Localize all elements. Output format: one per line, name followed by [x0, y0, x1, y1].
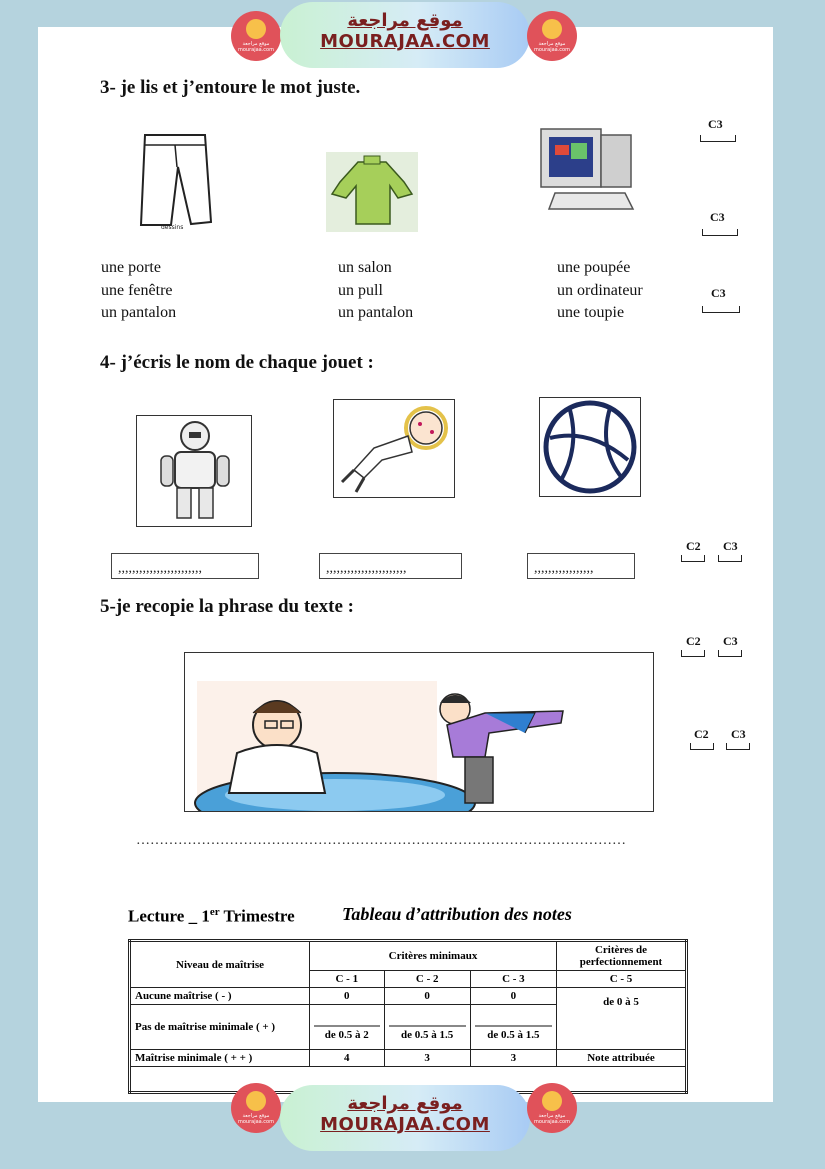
grading-table-title: Tableau d’attribution des notes: [342, 904, 572, 924]
criterion-label: C3: [710, 210, 725, 224]
header-perf-criteria: Critères de perfectionnement: [557, 941, 687, 971]
banner-latin: MOURAJAA.COM: [320, 1114, 490, 1135]
word-option[interactable]: une toupie: [557, 304, 625, 321]
grading-table: [128, 939, 688, 1094]
criterion-label: C2: [686, 539, 701, 553]
criterion-label: C3: [723, 539, 738, 553]
cell-value: 3: [384, 1050, 470, 1067]
score-bracket: [681, 650, 705, 657]
perf-range: [557, 988, 687, 1050]
col-header: C - 2: [384, 971, 470, 988]
lecture-term: Trimestre: [219, 906, 295, 926]
robot-image: [136, 415, 252, 527]
range-value: de 0.5 à 2: [314, 1025, 380, 1041]
word-option[interactable]: un pantalon: [101, 304, 177, 321]
bottom-site-banner[interactable]: [280, 1085, 530, 1151]
copy-line[interactable]: ……………………………………………………………………………………………: [136, 833, 626, 848]
score-bracket: [700, 135, 736, 142]
word-option[interactable]: un pantalon: [338, 304, 414, 321]
exercise-5-heading: 5-je recopie la phrase du texte :: [100, 596, 354, 617]
answer-field[interactable]: ,,,,,,,,,,,,,,,,,: [527, 553, 635, 579]
criterion-label: C2: [694, 727, 709, 741]
top-site-banner[interactable]: [280, 2, 530, 68]
trousers-image: [133, 127, 243, 232]
score-bracket: [690, 743, 714, 750]
lecture-ordinal: er: [209, 906, 220, 918]
lecture-label: Lecture _ 1: [128, 906, 210, 926]
criterion-label: C3: [731, 727, 746, 741]
word-option[interactable]: une fenêtre: [101, 282, 173, 299]
criterion-label: C3: [708, 117, 723, 131]
cell-value: 0: [310, 988, 385, 1005]
score-bracket: [702, 229, 738, 236]
row-label: Aucune maîtrise ( - ): [130, 988, 310, 1005]
score-bracket: [681, 555, 705, 562]
criterion-label: C3: [711, 286, 726, 300]
note-attribuee: Note attribuée: [557, 1050, 687, 1067]
exercise-3-heading: 3- je lis et j’entoure le mot juste.: [100, 77, 361, 98]
doll-image: [333, 399, 455, 498]
cell-value: 0: [384, 988, 470, 1005]
word-option[interactable]: une poupée: [557, 259, 631, 276]
header-min-criteria: Critères minimaux: [310, 941, 557, 971]
svg-text:dessins: dessins: [161, 224, 184, 231]
logo-caption: موقع مراجعة mourajaa.com: [533, 41, 570, 53]
worksheet-page: [38, 27, 773, 1102]
logo-caption: موقع مراجعة mourajaa.com: [237, 1113, 274, 1125]
ball-image: [539, 397, 641, 497]
criterion-label: C3: [723, 634, 738, 648]
col-header: C - 3: [470, 971, 556, 988]
scene-image: [184, 652, 654, 812]
banner-arabic: موقع مراجعة: [347, 10, 463, 31]
cell-value: [470, 1005, 556, 1050]
perf-range-value: de 0 à 5: [603, 996, 639, 1008]
word-option[interactable]: une porte: [101, 259, 161, 276]
cell-value: 0: [470, 988, 556, 1005]
col-header: C - 5: [557, 971, 687, 988]
word-option[interactable]: un ordinateur: [557, 282, 643, 299]
cell-value: [310, 1005, 385, 1050]
lecture-title: [128, 906, 295, 927]
exercise-4-heading: 4- j’écris le nom de chaque jouet :: [100, 352, 374, 373]
site-logo-icon[interactable]: [231, 11, 281, 61]
site-logo-icon[interactable]: [527, 11, 577, 61]
score-bracket: [702, 306, 740, 313]
word-option[interactable]: un salon: [338, 259, 392, 276]
word-option[interactable]: un pull: [338, 282, 383, 299]
score-bracket: [726, 743, 750, 750]
range-value: de 0.5 à 1.5: [389, 1025, 466, 1041]
criterion-label: C2: [686, 634, 701, 648]
col-header: C - 1: [310, 971, 385, 988]
cell-value: 3: [470, 1050, 556, 1067]
site-logo-icon[interactable]: [231, 1083, 281, 1133]
logo-caption: موقع مراجعة mourajaa.com: [533, 1113, 570, 1125]
answer-field[interactable]: ,,,,,,,,,,,,,,,,,,,,,,,,: [111, 553, 259, 579]
range-value: de 0.5 à 1.5: [475, 1025, 552, 1041]
sweater-image: [326, 152, 418, 232]
score-bracket: [718, 650, 742, 657]
answer-field[interactable]: ,,,,,,,,,,,,,,,,,,,,,,,: [319, 553, 462, 579]
row-label: Maîtrise minimale ( + + ): [130, 1050, 310, 1067]
banner-arabic: موقع مراجعة: [347, 1093, 463, 1114]
cell-value: 4: [310, 1050, 385, 1067]
row-label: Pas de maîtrise minimale ( + ): [130, 1005, 310, 1050]
site-logo-icon[interactable]: [527, 1083, 577, 1133]
cell-value: [384, 1005, 470, 1050]
header-level: Niveau de maîtrise: [130, 941, 310, 988]
logo-caption: موقع مراجعة mourajaa.com: [237, 41, 274, 53]
score-bracket: [718, 555, 742, 562]
banner-latin: MOURAJAA.COM: [320, 31, 490, 52]
computer-image: [533, 119, 643, 219]
